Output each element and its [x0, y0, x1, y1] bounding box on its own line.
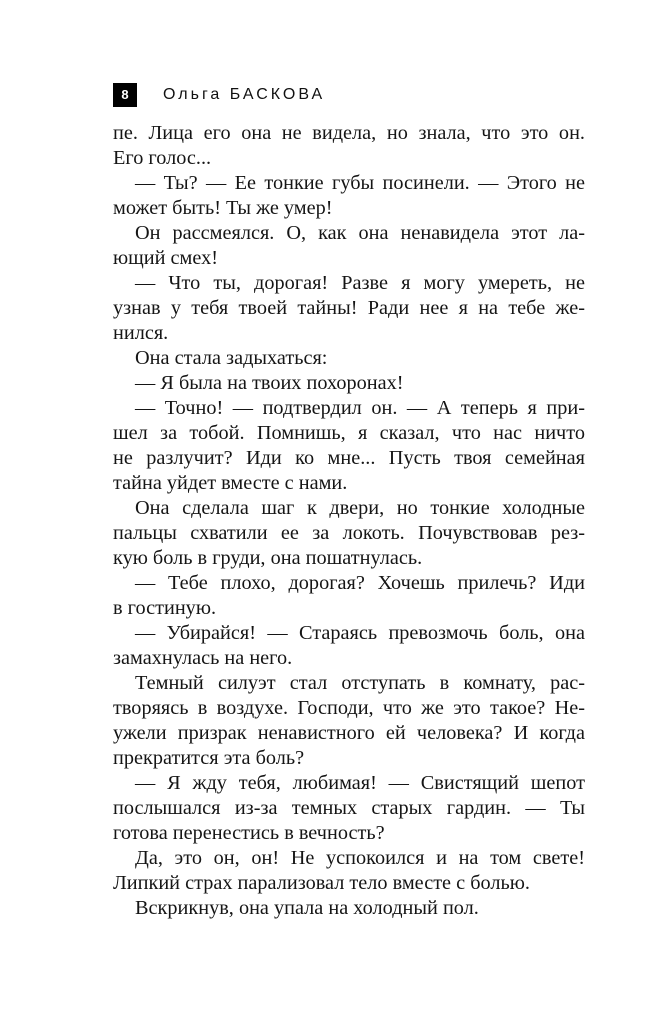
- text-line: ющий смех!: [113, 247, 219, 269]
- text-line: готова перенестись в вечность?: [113, 822, 385, 844]
- page-number: 8: [113, 83, 137, 107]
- text-line: не разлучит? Иди ко мне... Пусть твоя семейная: [113, 447, 585, 469]
- text-line: тайна уйдет вместе с нами.: [113, 472, 348, 494]
- body-text: [113, 121, 585, 921]
- text-line: Она стала задыхаться:: [135, 347, 328, 369]
- text-line: узнав у тебя твоей тайны! Ради нее я на тебе же-: [113, 297, 585, 319]
- text-line: — Я жду тебя, любимая! — Свистящий шепот: [135, 772, 585, 794]
- text-line: кую боль в груди, она пошатнулась.: [113, 547, 423, 569]
- text-line: — Убирайся! — Стараясь превозмочь боль, она: [135, 622, 585, 644]
- text-line: ужели призрак ненавистного ей человека? И когда: [113, 722, 585, 744]
- text-line: пальцы схватили ее за локоть. Почувствовав рез-: [113, 522, 585, 544]
- text-line: пе. Лица его она не видела, но знала, что это он.: [113, 122, 585, 144]
- text-line: шел за тобой. Помнишь, я сказал, что нас ничто: [113, 422, 585, 444]
- text-line: в гостиную.: [113, 597, 217, 619]
- text-line: — Тебе плохо, дорогая? Хочешь прилечь? Иди: [135, 572, 585, 594]
- text-line: нился.: [113, 322, 169, 344]
- text-line: Он рассмеялся. О, как она ненавидела этот ла-: [135, 222, 585, 244]
- text-line: — Я была на твоих похоронах!: [135, 372, 404, 394]
- text-line: Вскрикнув, она упала на холодный пол.: [135, 897, 479, 919]
- text-line: замахнулась на него.: [113, 647, 293, 669]
- text-line: — Ты? — Ее тонкие губы посинели. — Этого не: [135, 172, 585, 194]
- text-line: Его голос...: [113, 147, 212, 169]
- text-line: — Точно! — подтвердил он. — А теперь я при-: [135, 397, 585, 419]
- text-line: может быть! Ты же умер!: [113, 197, 333, 219]
- text-line: Липкий страх парализовал тело вместе с болью.: [113, 872, 530, 894]
- text-line: прекратится эта боль?: [113, 747, 305, 769]
- text-line: Да, это он, он! Не успокоился и на том свете!: [135, 847, 585, 869]
- text-line: Темный силуэт стал отступать в комнату, рас-: [135, 672, 585, 694]
- text-line: творяясь в воздухе. Господи, что же это такое? Не-: [113, 697, 585, 719]
- running-head-author: Ольга БАСКОВА: [163, 86, 326, 103]
- text-line: послышался из-за темных старых гардин. — Ты: [113, 797, 585, 819]
- page-header: [113, 82, 325, 108]
- text-line: — Что ты, дорогая! Разве я могу умереть, не: [135, 272, 585, 294]
- text-line: Она сделала шаг к двери, но тонкие холодные: [135, 497, 585, 519]
